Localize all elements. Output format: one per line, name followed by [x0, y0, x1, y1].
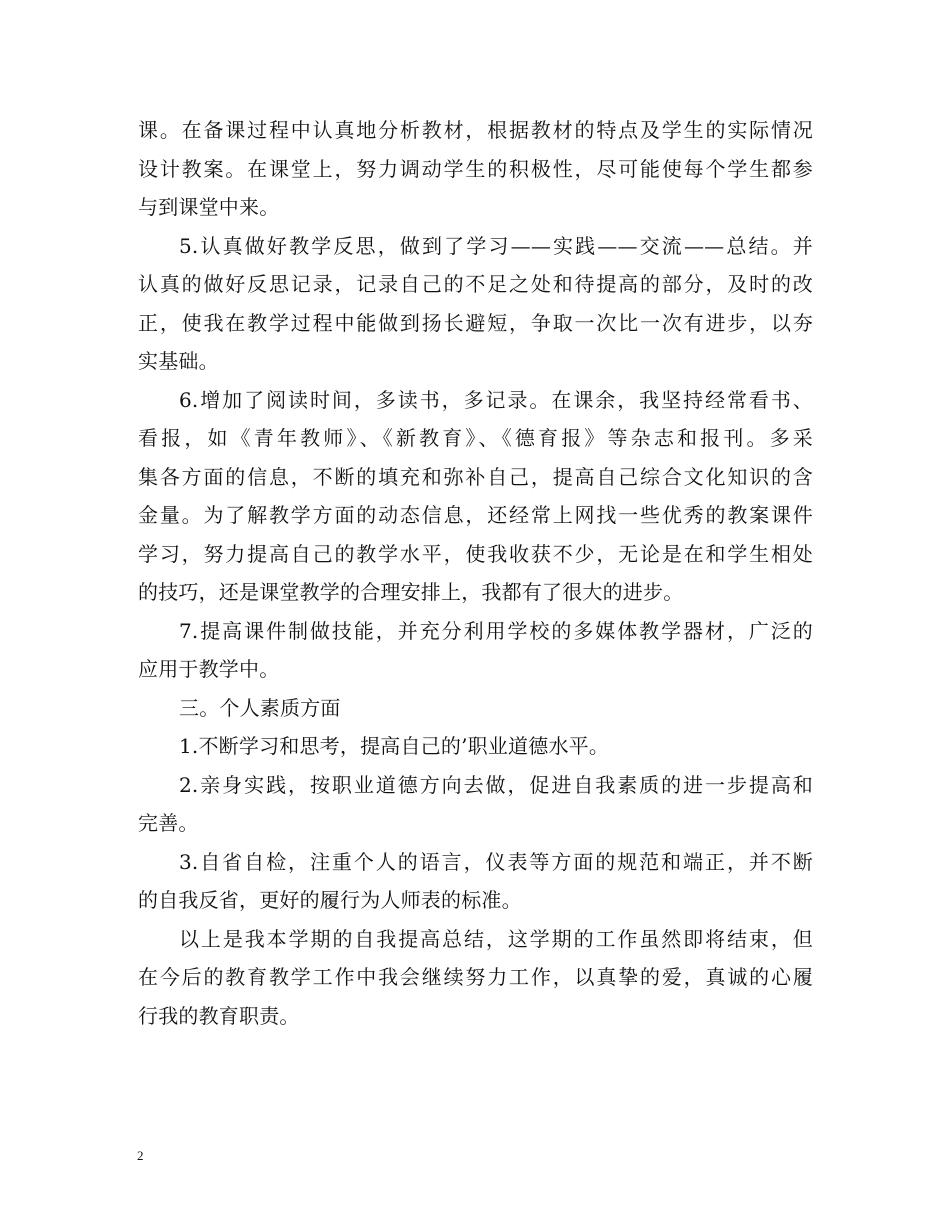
text-line: 集各方面的信息，不断的填充和弥补自己，提高自己综合文化知识的含: [138, 464, 813, 489]
text-line: 实基础。: [138, 349, 219, 373]
text-line: 的自我反省，更好的履行为人师表的标准。: [138, 888, 522, 912]
text-line: 完善。: [138, 811, 199, 835]
paragraph-first-line: 7.提高课件制做技能，并充分利用学校的多媒体教学器材，广泛的: [179, 618, 813, 643]
text-line: 在今后的教育教学工作中我会继续努力工作，以真挚的爱，真诚的心履: [138, 965, 813, 989]
paragraph-first-line: 1.不断学习和思考，提高自己的’职业道德水平。: [179, 734, 610, 758]
text-line: 的技巧，还是课堂教学的合理安排上，我都有了很大的进步。: [138, 580, 684, 604]
paragraph-first-line: 2.亲身实践，按职业道德方向去做，促进自我素质的进一步提高和: [179, 772, 813, 797]
text-line: 课。在备课过程中认真地分析教材，根据教材的特点及学生的实际情况: [138, 118, 813, 142]
text-line: 学习，努力提高自己的教学水平，使我收获不少，无论是在和学生相处: [138, 541, 813, 566]
text-line: 设计教案。在课堂上，努力调动学生的积极性，尽可能使每个学生都参: [138, 156, 813, 181]
text-line: 认真的做好反思记录，记录自己的不足之处和待提高的部分，及时的改: [138, 272, 813, 296]
paragraph-first-line: 5.认真做好教学反思，做到了学习——实践——交流——总结。并: [179, 233, 813, 258]
paragraph-first-line: 6.增加了阅读时间，多读书，多记录。在课余，我坚持经常看书、: [179, 387, 813, 412]
text-line: 金量。为了解教学方面的动态信息，还经常上网找一些优秀的教案课件: [138, 503, 813, 527]
page-number: 2: [137, 1148, 144, 1163]
paragraph-first-line: 以上是我本学期的自我提高总结，这学期的工作虽然即将结束，但: [179, 926, 813, 951]
paragraph-first-line: 3.自省自检，注重个人的语言，仪表等方面的规范和端正，并不断: [179, 849, 813, 874]
text-line: 行我的教育职责。: [138, 1003, 300, 1028]
text-line: 正，使我在教学过程中能做到扬长避短，争取一次比一次有进步，以夯: [138, 310, 813, 335]
section-heading: 三。个人素质方面: [179, 695, 341, 720]
text-line: 看报，如《青年教师》、《新教育》、《德育报》等杂志和报刊。多采: [138, 426, 813, 450]
document-body: [138, 111, 813, 1035]
text-line: 应用于教学中。: [138, 657, 280, 681]
text-line: 与到课堂中来。: [138, 195, 280, 219]
